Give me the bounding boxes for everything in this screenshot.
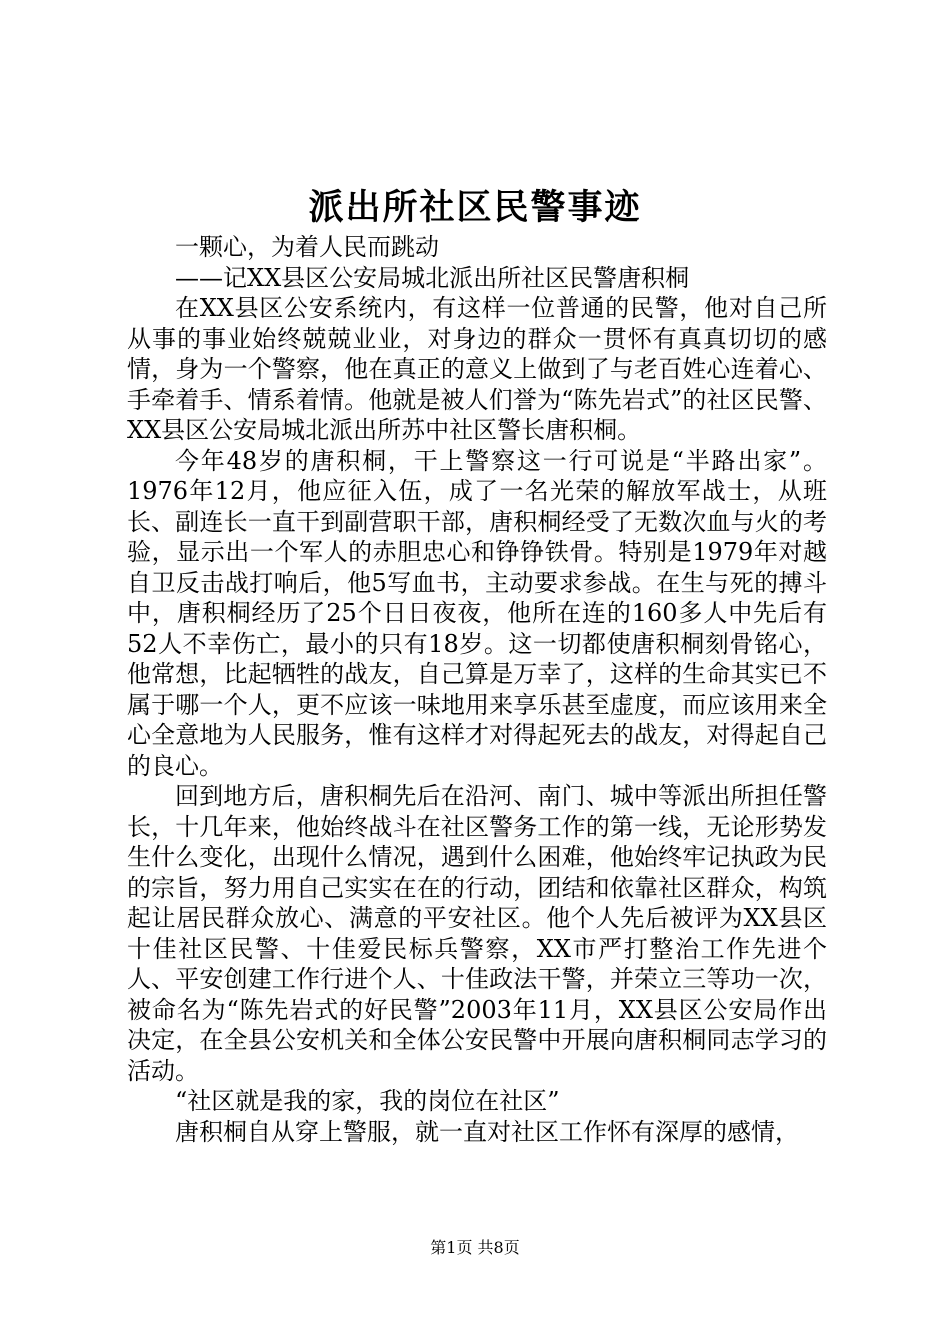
body-paragraph: 在XX县区公安系统内，有这样一位普通的民警，他对自己所从事的事业始终兢兢业业，对身边的群众一贯怀有真真切切的感情，身为一个警察，他在真正的意义上做到了与老百姓心连着心、手牵着手、情系着情。他就是被人们誉为“陈先岩式”的社区民警、XX县区公安局城北派出所苏中社区警长唐积桐。	[127, 294, 827, 444]
page-number-footer: 第1页 共8页	[430, 1238, 520, 1257]
subtitle-line: 一颗心，为着人民而跳动	[175, 233, 439, 261]
body-paragraph: 回到地方后，唐积桐先后在沿河、南门、城中等派出所担任警长，十几年来，他始终战斗在社区警务工作的第一线，无论形势发生什么变化，出现什么情况，遇到什么困难，他始终牢记执政为民的宗旨，努力用自己实实在在的行动，团结和依靠社区群众，构筑起让居民群众放心、满意的平安社区。他个人先后被评为XX县区十佳社区民警、十佳爱民标兵警察，XX市严打整治工作先进个人、平安创建工作行进个人、十佳政法干警，并荣立三等功一次，被命名为“陈先岩式的好民警”2003年11月，XX县区公安局作出决定，在全县公安机关和全体公安民警中开展向唐积桐同志学习的活动。	[127, 782, 827, 1085]
section-heading: “社区就是我的家，我的岗位在社区”	[175, 1087, 560, 1115]
body-paragraph: 唐积桐自从穿上警服，就一直对社区工作怀有深厚的感情，	[175, 1117, 799, 1146]
byline: ——记XX县区公安局城北派出所社区民警唐积桐	[175, 263, 690, 292]
body-paragraph: 今年48岁的唐积桐，干上警察这一行可说是“半路出家”。1976年12月，他应征入伍，成了一名光荣的解放军战士，从班长、副连长一直干到副营职干部，唐积桐经受了无数次血与火的考验，显示出一个军人的赤胆忠心和铮铮铁骨。特别是1979年对越自卫反击战打响后，他5写血书，主动要求参战。在生与死的搏斗中，唐积桐经历了25个日日夜夜，他所在连的160多人中先后有52人不幸伤亡，最小的只有18岁。这一切都使唐积桐刻骨铭心，他常想，比起牺牲的战友，自己算是万幸了，这样的生命其实已不属于哪一个人，更不应该一味地用来享乐甚至虚度，而应该用来全心全意地为人民服务，惟有这样才对得起死去的战友，对得起自己的良心。	[127, 446, 827, 780]
document-body	[127, 232, 827, 1147]
document-title: 派出所社区民警事迹	[308, 187, 642, 228]
